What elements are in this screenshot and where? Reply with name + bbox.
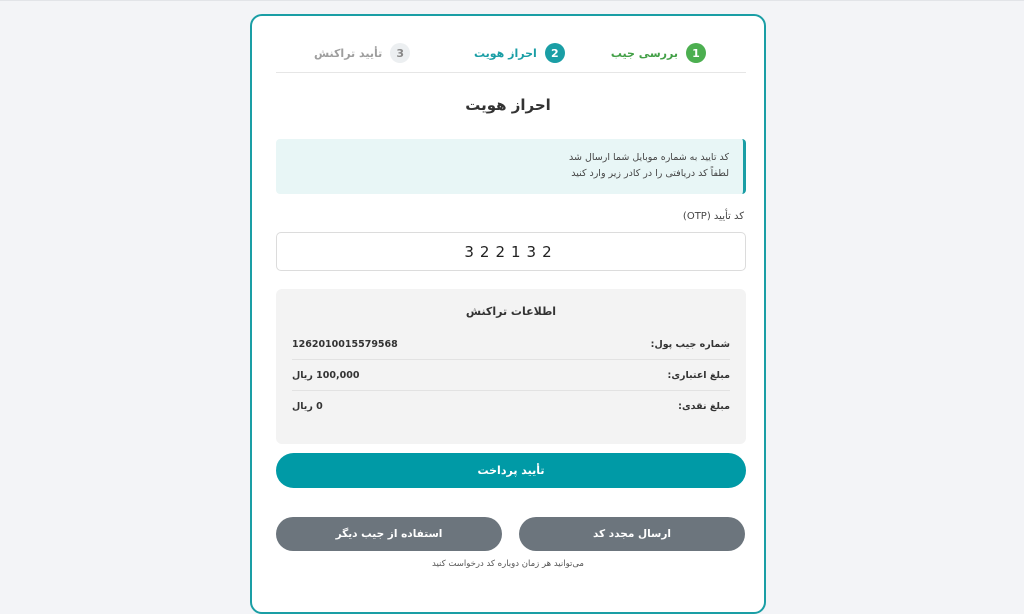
info-value: 0 ریال (292, 401, 323, 412)
info-value: 1262010015579568 (292, 338, 398, 350)
resend-hint: می‌توانید هر زمان دوباره کد درخواست کنید (432, 559, 584, 569)
step-number-1: 1 (686, 43, 706, 63)
otp-sent-alert (276, 139, 746, 194)
auth-card (250, 14, 766, 614)
step-transaction-confirm (314, 42, 410, 64)
step-number-2: 2 (545, 43, 565, 63)
step-authentication (474, 42, 565, 64)
top-divider (0, 0, 1024, 1)
transaction-info-title: اطلاعات تراکنش (465, 305, 557, 318)
stepper (276, 38, 746, 73)
step-label-2: احراز هویت (474, 46, 537, 60)
info-value: 100,000 ریال (292, 369, 360, 381)
transaction-info-panel (276, 289, 746, 444)
otp-label: کد تأیید (OTP) (682, 211, 744, 222)
info-label: مبلغ نقدی: (678, 401, 730, 412)
resend-code-button[interactable]: ارسال مجدد کد (519, 517, 745, 551)
info-row-wallet-number (292, 329, 730, 360)
step-label-3: تأیید تراکنش (314, 46, 383, 60)
alert-line-2: لطفاً کد دریافتی را در کادر زیر وارد کنید (571, 168, 729, 179)
step-number-3: 3 (390, 43, 410, 63)
page-title: احراز هویت (465, 96, 551, 114)
alert-line-1: کد تایید به شماره موبایل شما ارسال شد (569, 152, 729, 163)
info-row-credit-amount (292, 360, 730, 391)
confirm-payment-button[interactable]: تأیید پرداخت (276, 453, 746, 488)
info-label: مبلغ اعتباری: (667, 369, 730, 381)
info-row-cash-amount (292, 391, 730, 422)
step-wallet-check (611, 42, 706, 64)
info-label: شماره جیب پول: (650, 338, 730, 350)
otp-input[interactable] (276, 232, 746, 271)
use-other-wallet-button[interactable]: استفاده از جیب دیگر (276, 517, 502, 551)
step-label-1: بررسی جیب (610, 46, 678, 60)
